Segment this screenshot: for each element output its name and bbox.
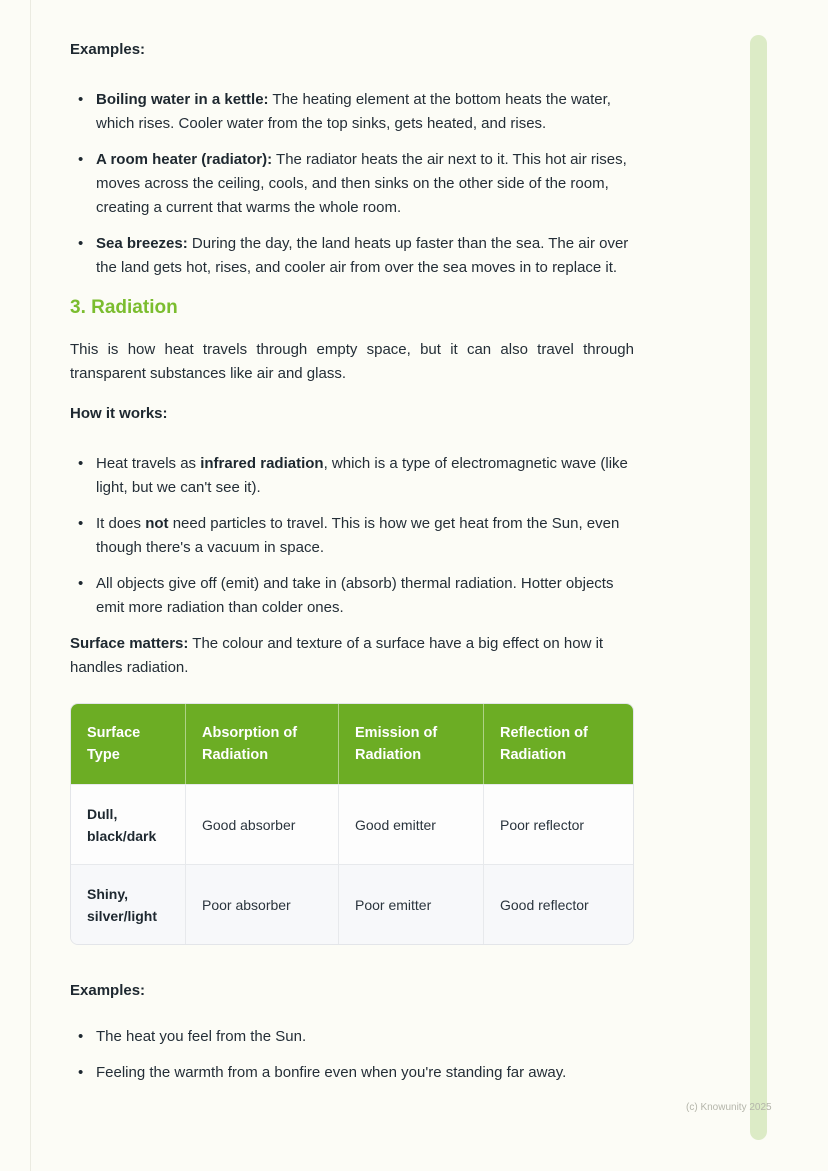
table-header-cell: Reflection of Radiation: [484, 704, 633, 784]
table-cell: Good reflector: [484, 864, 633, 944]
table-header-cell: Emission of Radiation: [339, 704, 484, 784]
table-row: [71, 784, 633, 864]
list-item: [70, 512, 634, 560]
list-item: [70, 232, 634, 280]
table-header-cell: Surface Type: [71, 704, 186, 784]
table-cell: Poor absorber: [186, 864, 339, 944]
radiation-section-heading: 3. Radiation: [70, 297, 178, 318]
surface-table: [71, 704, 633, 944]
table-row-label: Shiny, silver/light: [71, 864, 186, 944]
list-item-text: All objects give off (emit) and take in (absorb) thermal radiation. Hotter objects emit more radiation than colder ones.: [96, 575, 614, 616]
list-item-text: Heat travels as: [96, 455, 201, 472]
list-item-text: During the day, the land heats up faster than the sea. The air over the land gets hot, rises, and cooler air from over the sea moves in to replace it.: [96, 235, 629, 276]
list-item-term: infrared radiation: [200, 455, 324, 472]
list-item-text: The heat you feel from the Sun.: [96, 1028, 307, 1045]
list-item: [70, 452, 634, 500]
radiation-points-list: [70, 452, 634, 620]
table-row: [71, 864, 633, 944]
list-item-term: not: [145, 515, 169, 532]
page-edge-line: [30, 0, 31, 1171]
list-item-text: The heating element at the bottom heats the water, which rises. Cooler water from the top sinks, gets heated, and rises.: [96, 91, 611, 132]
list-item: [70, 572, 634, 620]
surface-matters-text: The colour and texture of a surface have a big effect on how it handles radiation.: [70, 635, 604, 676]
examples-heading-1: Examples:: [70, 41, 146, 58]
surface-matters-paragraph: [70, 632, 634, 680]
list-item-text: need particles to travel. This is how we get heat from the Sun, even though there's a vacuum in space.: [96, 515, 620, 556]
how-it-works-heading: How it works:: [70, 405, 168, 422]
list-item-text: , which is a type of electromagnetic wave (like light, but we can't see it).: [96, 455, 628, 496]
table-cell: Poor reflector: [484, 784, 633, 864]
list-item: [70, 148, 634, 220]
list-item: [70, 1061, 634, 1085]
table-header-row: [71, 704, 633, 784]
list-item: [70, 88, 634, 136]
radiation-examples-list: [70, 1025, 634, 1085]
radiation-intro-paragraph: This is how heat travels through empty space, but it can also travel through transparent substances like air and glass.: [70, 341, 634, 382]
list-item-term: Boiling water in a kettle:: [96, 91, 269, 108]
radiation-surface-table: [70, 703, 634, 945]
surface-matters-term: Surface matters:: [70, 635, 189, 652]
watermark: (c) Knowunity 2025: [686, 1102, 772, 1113]
table-row-label: Dull, black/dark: [71, 784, 186, 864]
list-item-text: It does: [96, 515, 146, 532]
list-item-text: Feeling the warmth from a bonfire even when you're standing far away.: [96, 1064, 567, 1081]
examples-heading-2: Examples:: [70, 982, 146, 999]
table-cell: Poor emitter: [339, 864, 484, 944]
table-header-cell: Absorption of Radiation: [186, 704, 339, 784]
list-item: [70, 1025, 634, 1049]
document-content: [70, 40, 634, 1097]
list-item-term: A room heater (radiator):: [96, 151, 273, 168]
convection-examples-list: [70, 88, 634, 280]
scrollbar[interactable]: [750, 35, 767, 1140]
table-cell: Good absorber: [186, 784, 339, 864]
list-item-text: The radiator heats the air next to it. This hot air rises, moves across the ceiling, cools, and then sinks on the other side of the room, creating a current that warms the whole room.: [96, 151, 627, 216]
table-cell: Good emitter: [339, 784, 484, 864]
list-item-term: Sea breezes:: [96, 235, 188, 252]
